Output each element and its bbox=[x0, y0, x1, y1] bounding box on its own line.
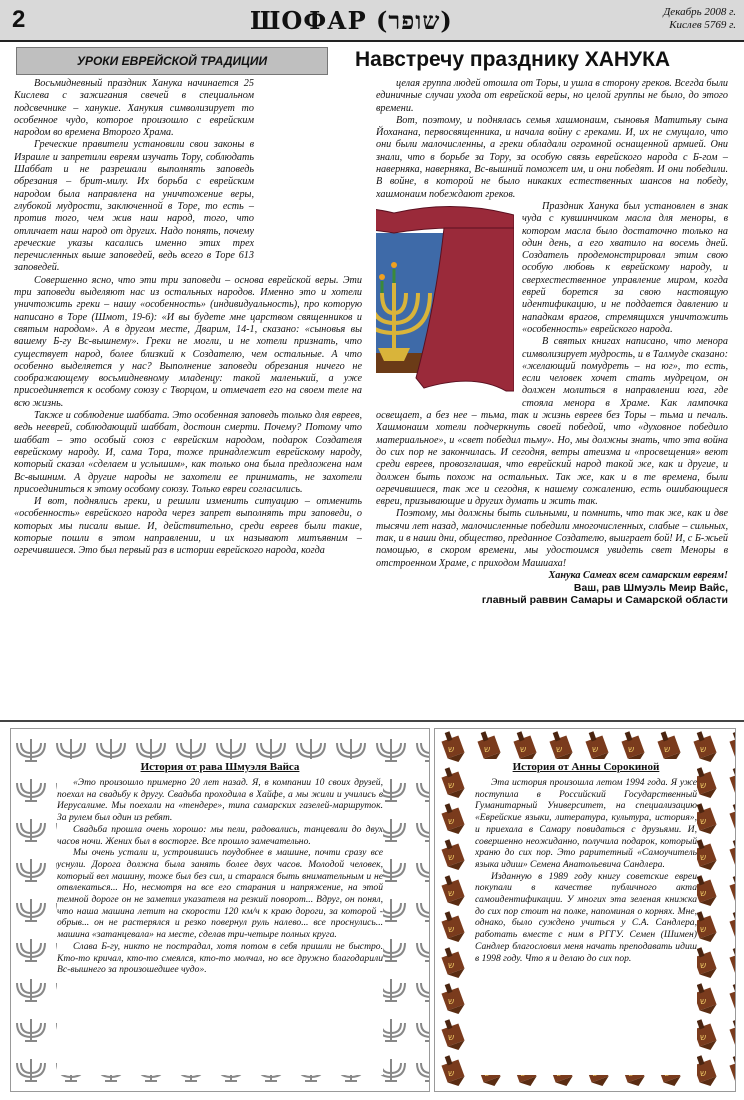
page-header bbox=[0, 0, 744, 42]
story-box-weiss bbox=[10, 728, 430, 1092]
story-paragraph: Мы очень устали и, устроившись поудобнее в машине, почти сразу все уснули. Дорога должна была занять более двух часов. Молодой человек, который вел машину, тоже был без сил, и старался быть внимательным и не отвлекаться... Но, несмотря на все его старания и напряжение, на этой темной дороге он не заметил указателя на резкий поворот... Вдруг, он понял, что наша машина летит на скорости 120 км/ч к краю дороги, за которой - обрыв... он не растерялся и резко повернул руль налево... все проснулись... машина «затанцевала» на месте, сделав три-четыре полных круга. bbox=[57, 847, 383, 941]
story-title: История от рава Шмуэля Вайса bbox=[140, 761, 300, 773]
signature-title: главный раввин Самары и Самарской области bbox=[481, 594, 728, 607]
article-paragraph: Вот, поэтому, и поднялась семья хашмонаим, сыновья Матитьяу сына Йоханана, первосвященника, и начала войну с греками. И, их не смущало, что они были малочисленны, а греки обладали огромной оснащенной армией. Они знали, что в борьбе за Тору, за особую связь еврейского народа с Б-гом – наверняка, наверняка, Вс-вышний поможет им, и они победят. И они победили. В войне, в которой не было никаких естественных шансов на победу, хашмонаим побеждают греков. bbox=[376, 114, 728, 200]
article-column-left bbox=[14, 78, 362, 718]
story-box-sorokina bbox=[434, 728, 736, 1092]
story-paragraph: Изданную в 1989 году книгу советские евреи покупали в качестве публичного акта самоидентификации. У многих эта зеленая книжка до сих пор стоит на полке, напоминая о корнях. Мне, однако, было суждено учиться у С.А. Сандлера, работать вместе с ним в РГГУ. Семен (Шимен) Сандлер благословил меня начать преподавать идиш в 1998 году. Что я и делаю до сих пор. bbox=[475, 870, 697, 964]
story-paragraph: Эта история произошла летом 1994 года. Я уже поступила в Российский Государственный Гуманитарный Университет, на специализацию «Еврейские языки, литература, культура, история», и приехала в Самару повидаться с друзьями. И, совершенно неожиданно, получила подарок, который храню до сих пор. Это раритетный «Самоучитель языка идиш» Семена Анатольевича Сандлера. bbox=[475, 777, 697, 870]
menorah-illustration bbox=[376, 203, 514, 395]
story-text-sorokina bbox=[475, 759, 697, 1075]
article-paragraph: В святых книгах написано, что менора символизирует мудрость, и в Талмуде сказано: «желающий помудреть – на юг», то есть, если человек хочет стать мудрецом, он должен молиться в направлении юга, где стояла менора в Храме. Как лампочка освещает, а без нее – тьма, так и жизнь евреев без Торы – тьма и печаль. Хашмонаим хотели подчеркнуть своей победой, что «духовное победило материальное», и «свет победил тьму». Но, мы должны знать, что эта война до сих пор не закончилась. И сегодня, ветры атеизма и «просвещения» веют среди евреев, провозглашая, что еврейский народ такой же, как и другие, и должен быть похож на остальных. Так же, как и в те времена, были огречившиеся, так же и сегодня, к нашему сожалению, есть ошибающиеся евреи, призывающие и других думать и жить так. bbox=[376, 336, 728, 508]
masthead-title: ШОФАР (שופר) bbox=[250, 6, 453, 35]
issue-date bbox=[663, 6, 736, 32]
story-paragraph: Слава Б-гу, никто не пострадал, хотя потом в себя пришли не быстро. Кто-то кричал, кто-то смеялся, кто-то молчал, но все дружно благодарили Вс-вышнего за произошедшее чудо». bbox=[57, 940, 383, 976]
article-paragraph: Совершенно ясно, что эти три заповеди – основа еврейской веры. Эти три заповеди выделяют нас из остальных народов. Именно это и хотели уничтожить греки – нашу «особенность» (индивидуальность), про которую написано в Торе (Шмот, 19-6): «И вы будете мне царством священников и святым народом». А в другом месте, Дварим, 14-1, сказано: «сыновья вы вашему Б-гу Вс-вышнему». Греки не могли, и не хотели признать, что существует народ, более близкий к Создателю, чем остальные. А что особенно выделяется у нас? Выполнение заповеди обрезания ничего не соображающему восьмидневному младенцу: такой маленький, а уже присоединяется к особому союзу с Творцом, и отмечает его на своем теле на всю жизнь. bbox=[14, 274, 362, 409]
issue-date-hebrew: Кислев 5769 г. bbox=[669, 19, 736, 31]
story-paragraph: Свадьба прошла очень хорошо: мы пели, радовались, танцевали до двух часов ночи. Жених был в восторге. Все прошло замечательно. bbox=[57, 823, 383, 847]
article-paragraph: целая группа людей отошла от Торы, и ушла в сторону греков. Всегда были единичные случаи ухода от еврейской веры, но целой группы не было, до этого времени. bbox=[376, 78, 728, 114]
section-label: УРОКИ ЕВРЕЙСКОЙ ТРАДИЦИИ bbox=[16, 47, 328, 75]
article-paragraph: Также и соблюдение шаббата. Это особенная заповедь только для евреев, ведь нееврей, соблюдающий шаббат, достоин смерти. Почему? Потому что шаббат – это особый союз с еврейским народом, подарок Создателя еврейскому народу. И, сама Тора, тоже принадлежит еврейскому народу, который сказал «сделаем и услышим», как только она была предложена нам Вс-вышним. А другие народы не захотели ее принимать, не захотели присоединиться к этому особому союзу. Только евреи согласились. bbox=[14, 410, 362, 495]
menorah-curtain-icon bbox=[376, 203, 514, 395]
issue-date-gregorian: Декабрь 2008 г. bbox=[663, 6, 736, 18]
page-number: 2 bbox=[12, 6, 26, 33]
article-paragraph: Греческие правители установили свои законы в Израиле и запретили евреям изучать Тору, соблюдать Шаббат и не разрешали выполнять заповедь обрезания – брит-милу. Их борьба с еврейским народом была направлена на уничтожение веры, глубокой мудрости, заключенной в Торе, то есть – против того, чем жив наш народ, того, что отличает наш народ от других. Надо понять, почему греческие указы касались именно этих трех перечисленных выше заповедей, ведь всего в Торе 613 заповедей. bbox=[14, 139, 254, 274]
closing-greeting: Ханука Самеах всем самарским евреям! bbox=[548, 569, 728, 581]
article-paragraph: Поэтому, мы должны быть сильными, и помнить, что так же, как и две тысячи лет назад, малочисленные победили многочисленных, слабые – сильных, так, и в наши дни, общество, преданное Создателю, выиграет бой! И, с Б-жьей помощью, в скором времени, мы удостоимся увидеть свет Меноры в отстроенном Храме, с приходом Машиаха! bbox=[376, 508, 728, 569]
curtain-left-art bbox=[260, 78, 362, 270]
section-divider bbox=[0, 720, 744, 722]
story-text-weiss bbox=[57, 759, 383, 1075]
article-title: Навстречу празднику ХАНУКА bbox=[355, 48, 671, 71]
signature-name: Ваш, рав Шмуэль Меир Вайс, bbox=[573, 582, 728, 595]
article-paragraph: Праздник Ханука был установлен в знак чуда с кувшинчиком масла для меноры, в котором масла было достаточно только на один день, а его хватило на восемь дней. Создатель продемонстрировал этим свою особую любовь к еврейскому народу, и сверхестественное управление миром, когда еврей борется за свою настоящую идентификацию, и не поддается давлению и нападкам врагов, стремящихся уничтожить «особенность» еврейского народа. bbox=[522, 200, 728, 335]
article-paragraph: И вот, поднялись греки, и решили изменить ситуацию – отменить «особенность» еврейского народа через запрет выполнять три заповеди, о которых мы писали выше. И, действительно, среди евреев были такие, которые пошли в этом направлении, и их называют митъявним – огречившиеся. Это был первый раз в истории еврейского народа, когда bbox=[14, 496, 362, 557]
story-paragraph: «Это произошло примерно 20 лет назад. Я, в компании 10 своих друзей, поехал на свадьбу к другу. Свадьба проходила в Хайфе, а мы жили и учились в Иерусалиме. Мы поехали на «тендере», типа самарских газелей-маршруток. За рулем был один из ребят. bbox=[57, 777, 383, 824]
article-column-right bbox=[376, 78, 728, 718]
article-paragraph: Восьмидневный праздник Ханука начинается 25 Кислева с зажигания свечей в специальном подсвечнике – ханукие. Ханукия символизирует то особенное чудо, которое произошло с еврейским народом во времена Второго Храма. bbox=[14, 78, 254, 139]
story-title: История от Анны Сорокиной bbox=[512, 761, 660, 773]
